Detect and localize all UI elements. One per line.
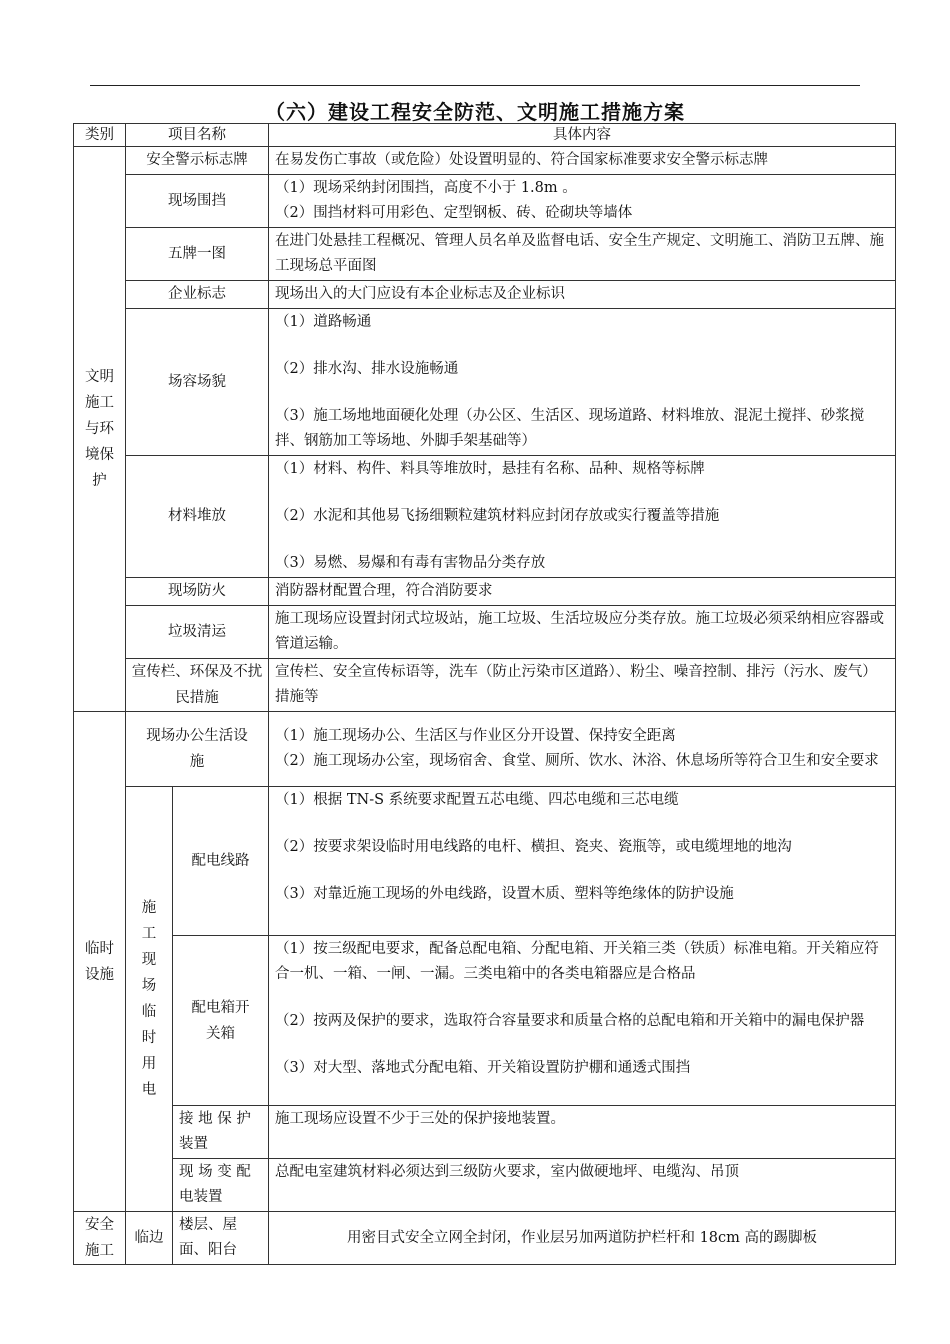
category-civil-construction: 文明施工与环境保护 (74, 147, 126, 712)
item-content: 现场出入的大门应设有本企业标志及企业标识 (269, 281, 896, 309)
item-content: 在易发伤亡事故（或危险）处设置明显的、符合国家标准要求安全警示标志牌 (269, 147, 896, 175)
subgroup-temporary-power: 施工现场临时用电 (126, 787, 173, 1212)
item-name: 现场围挡 (126, 175, 269, 228)
item-name: 配电线路 (173, 787, 269, 936)
table-row (74, 936, 896, 1106)
item-name: 配电箱开关箱 (173, 936, 269, 1106)
item-content: 在进门处悬挂工程概况、管理人员名单及监督电话、安全生产规定、文明施工、消防卫五牌、施工现场总平面图 (269, 228, 896, 281)
item-name: 楼层、屋面、阳台 (173, 1212, 269, 1265)
table-row (74, 787, 896, 936)
table-row (74, 175, 896, 228)
subgroup-edge: 临边 (126, 1212, 173, 1265)
item-name: 场容场貌 (126, 309, 269, 456)
category-safety-construction: 安全施工 (74, 1212, 126, 1265)
item-name: 材料堆放 (126, 456, 269, 578)
table-row (74, 1212, 896, 1265)
item-content: 用密目式安全立网全封闭，作业层另加两道防护栏杆和 18cm 高的踢脚板 (269, 1212, 896, 1265)
table-row (74, 712, 896, 787)
header-rule (90, 85, 860, 86)
category-temporary-facilities: 临时设施 (74, 712, 126, 1212)
header-content: 具体内容 (269, 124, 896, 147)
document-title: （六）建设工程安全防范、文明施工措施方案 (265, 100, 685, 124)
table-row (74, 281, 896, 309)
item-name: 企业标志 (126, 281, 269, 309)
table-row (74, 578, 896, 606)
item-content: （1）材料、构件、料具等堆放时，悬挂有名称、品种、规格等标牌 （2）水泥和其他易飞扬细颗粒建筑材料应封闭存放或实行覆盖等措施 （3）易燃、易爆和有毒有害物品分类存放 (269, 456, 896, 578)
header-item-name: 项目名称 (126, 124, 269, 147)
header-category: 类别 (74, 124, 126, 147)
table-row (74, 228, 896, 281)
measures-table (73, 123, 896, 1265)
item-content: （1）道路畅通 （2）排水沟、排水设施畅通 （3）施工场地地面硬化处理（办公区、生活区、现场道路、材料堆放、混泥土搅拌、砂浆搅拌、钢筋加工等场地、外脚手架基础等） (269, 309, 896, 456)
item-content: 施工现场应设置封闭式垃圾站，施工垃圾、生活垃圾应分类存放。施工垃圾必须采纳相应容器或管道运输。 (269, 606, 896, 659)
item-name: 垃圾清运 (126, 606, 269, 659)
item-name: 接 地 保 护装置 (173, 1106, 269, 1159)
item-content: 施工现场应设置不少于三处的保护接地装置。 (269, 1106, 896, 1159)
item-name: 现场防火 (126, 578, 269, 606)
item-name: 五牌一图 (126, 228, 269, 281)
table-header-row (74, 124, 896, 147)
item-content: （1）施工现场办公、生活区与作业区分开设置、保持安全距离 （2）施工现场办公室，现场宿舍、食堂、厕所、饮水、沐浴、休息场所等符合卫生和安全要求 (269, 712, 896, 787)
item-content: （1）按三级配电要求，配备总配电箱、分配电箱、开关箱三类（铁质）标准电箱。开关箱应符合一机、一箱、一闸、一漏。三类电箱中的各类电箱器应是合格品 （2）按两及保护的要求，选取符合容量要求和质量合格的总配电箱和开关箱中的漏电保护器 （3）对大型、落地式分配电箱、开关箱设置防护棚和通透式围挡 (269, 936, 896, 1106)
item-content: （1）现场采纳封闭围挡，高度不小于 1.8m 。 （2）围挡材料可用彩色、定型钢板、砖、砼砌块等墙体 (269, 175, 896, 228)
item-name: 宣传栏、环保及不扰民措施 (126, 659, 269, 712)
item-content: （1）根据 TN-S 系统要求配置五芯电缆、四芯电缆和三芯电缆 （2）按要求架设临时用电线路的电杆、横担、瓷夹、瓷瓶等，或电缆埋地的地沟 （3）对靠近施工现场的外电线路，设置木质、塑料等绝缘体的防护设施 (269, 787, 896, 936)
table-row (74, 606, 896, 659)
table-row (74, 456, 896, 578)
item-name: 安全警示标志牌 (126, 147, 269, 175)
item-content: 宣传栏、安全宣传标语等，洗车（防止污染市区道路）、粉尘、噪音控制、排污（污水、废气）措施等 (269, 659, 896, 712)
item-name: 现 场 变 配电装置 (173, 1159, 269, 1212)
item-name: 现场办公生活设施 (126, 712, 269, 787)
table-row (74, 309, 896, 456)
item-content: 总配电室建筑材料必须达到三级防火要求，室内做硬地坪、电缆沟、吊顶 (269, 1159, 896, 1212)
table-row (74, 1159, 896, 1212)
item-content: 消防器材配置合理，符合消防要求 (269, 578, 896, 606)
table-row (74, 1106, 896, 1159)
table-row (74, 147, 896, 175)
table-row (74, 659, 896, 712)
